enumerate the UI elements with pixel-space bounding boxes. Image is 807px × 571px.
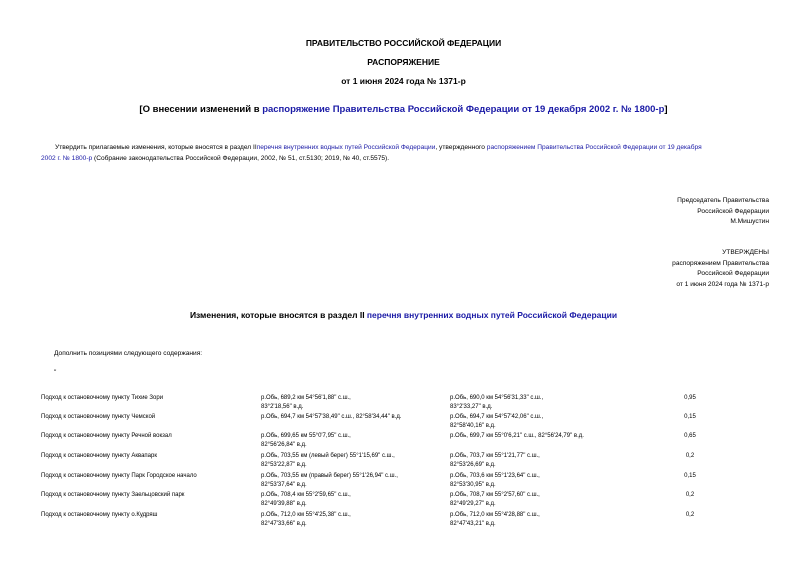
row-end-line-1: р.Обь, 690,0 км 54°56'31,33" с.ш., [450, 395, 544, 401]
p1-text-a: Утвердить прилагаемые изменения, которые вносятся в раздел II [55, 144, 257, 151]
row-end [450, 432, 645, 441]
row-start-line-2: 83°2'18,56" в.д. [261, 404, 304, 410]
title-close-bracket: ] [664, 104, 668, 115]
row-end-line-2: 82°58'40,16" в.д. [450, 423, 496, 429]
row-end-line-2: 82°53'26,69" в.д. [450, 462, 496, 468]
row-start-line-1: р.Обь, 689,2 км 54°56'1,88" с.ш., [261, 395, 351, 401]
row-end-line-1: р.Обь, 694,7 км 54°57'42,06" с.ш., [450, 414, 544, 420]
row-end-line-1: р.Обь, 703,7 км 55°1'21,77" с.ш., [450, 453, 540, 459]
document-type: РАСПОРЯЖЕНИЕ [367, 57, 440, 67]
main-paragraph [41, 143, 769, 164]
row-end [450, 413, 645, 431]
row-length: 0,2 [685, 512, 695, 518]
row-name: Подход к остановочному пункту Речной вокзал [41, 433, 172, 439]
changes-title-prefix: Изменения, которые вносятся в раздел II [189, 310, 367, 320]
approval-line-1: УТВЕРЖДЕНЫ [722, 249, 769, 256]
signature-line-2: Российской Федерации [697, 207, 769, 215]
row-end-line-2: 82°49'29,27" в.д. [450, 501, 496, 507]
signature-line-1: Председатель Правительства [677, 197, 769, 204]
p1-text-b: , утвержденного [435, 144, 487, 151]
signature-block [677, 196, 769, 228]
title-prefix: О внесении изменений в [142, 104, 263, 115]
row-name: Подход к остановочному пункту о.Кудряш [41, 512, 158, 518]
changes-title [0, 310, 807, 320]
row-start [261, 472, 446, 490]
row-name: Подход к остановочному пункту Тихие Зори [41, 395, 164, 401]
row-name: Подход к остановочному пункту Чемской [41, 414, 156, 420]
row-start-line-1: р.Обь, 712,0 км 55°4'25,38" с.ш., [261, 512, 351, 518]
row-end [450, 472, 645, 490]
row-end [450, 394, 645, 412]
row-end-line-1: р.Обь, 708,7 км 55°2'57,60" с.ш., [450, 492, 540, 498]
government-heading: ПРАВИТЕЛЬСТВО РОССИЙСКОЙ ФЕДЕРАЦИИ [305, 38, 502, 48]
document-title [0, 104, 807, 115]
approval-block [672, 248, 769, 290]
document-date-number: от 1 июня 2024 года № 1371-р [341, 76, 466, 86]
row-end-line-2: 83°2'33,27" в.д. [450, 404, 493, 410]
row-start-line-2: 82°49'39,88" в.д. [261, 501, 307, 507]
row-start-line-2: 82°47'33,66" в.д. [261, 521, 307, 527]
row-name: Подход к остановочному пункту Аквапарк [41, 453, 157, 459]
row-start-line-2: 82°53'22,87" в.д. [261, 462, 307, 468]
p1-link-decree-a[interactable]: распоряжением Правительства Российской Федерации от 19 декабря [486, 144, 702, 151]
row-end-line-1: р.Обь, 703,6 км 55°1'23,64" с.ш., [450, 473, 540, 479]
row-length: 0,2 [685, 492, 695, 498]
p1-link-waterways-list[interactable]: перечня внутренних водных путей Российской Федерации [256, 144, 436, 151]
changes-intro: Дополнить позициями следующего содержания: [54, 350, 203, 357]
row-start [261, 511, 446, 529]
row-start [261, 394, 446, 412]
approval-line-2: распоряжением Правительства [672, 259, 769, 267]
row-start-line-2: 82°56'26,84" в.д. [261, 442, 307, 448]
row-end-line-2: 82°47'43,21" в.д. [450, 521, 496, 527]
row-length: 0,65 [684, 433, 696, 439]
row-end-line-1: р.Обь, 712,0 км 55°4'28,88" с.ш., [450, 512, 540, 518]
title-open-bracket: [ [139, 104, 143, 115]
row-length: 0,15 [684, 473, 696, 479]
row-length: 0,2 [685, 453, 695, 459]
row-end-line-2: 82°53'30,95" в.д. [450, 482, 496, 488]
opening-quote: " [54, 369, 57, 376]
row-name: Подход к остановочному пункту Заельцовский парк [41, 492, 185, 498]
row-end [450, 452, 645, 470]
approval-line-3: Российской Федерации [697, 270, 769, 277]
row-end-line-1: р.Обь, 699,7 км 55°0'6,21" с.ш., 82°56'24,79" в.д. [450, 433, 584, 439]
title-link-decree-1800r[interactable]: распоряжение Правительства Российской Федерации от 19 декабря 2002 г. № 1800-р [262, 104, 665, 115]
row-start-line-1: р.Обь, 694,7 км 54°57'38,49" с.ш., 82°58'34,44" в.д. [261, 414, 402, 420]
signature-line-3: М.Мишустин [730, 218, 769, 225]
row-name: Подход к остановочному пункту Парк Городское начало [41, 473, 197, 479]
approval-line-4: от 1 июня 2024 года № 1371-р [676, 280, 769, 288]
row-start [261, 491, 446, 509]
row-start [261, 413, 446, 422]
row-start-line-1: р.Обь, 703,55 км (левый берег) 55°1'15,69" с.ш., [261, 453, 395, 459]
changes-title-link[interactable]: перечня внутренних водных путей Российской Федерации [366, 310, 618, 320]
row-start-line-1: р.Обь, 699,65 км 55°0'7,95" с.ш., [261, 433, 351, 439]
row-start-line-2: 82°53'37,64" в.д. [261, 482, 307, 488]
row-start-line-1: р.Обь, 703,55 км (правый берег) 55°1'26,94" с.ш., [261, 473, 398, 479]
row-start-line-1: р.Обь, 708,4 км 55°2'59,65" с.ш., [261, 492, 351, 498]
p1-text-c: (Собрание законодательства Российской Федерации, 2002, № 51, ст.5130; 2019, № 40, ст.5575). [92, 154, 390, 162]
row-length: 0,15 [684, 414, 696, 420]
row-end [450, 511, 645, 529]
row-start [261, 452, 446, 470]
row-length: 0,95 [684, 395, 696, 401]
p1-link-decree-b[interactable]: 2002 г. № 1800-р [41, 154, 93, 162]
row-end [450, 491, 645, 509]
row-start [261, 432, 446, 450]
